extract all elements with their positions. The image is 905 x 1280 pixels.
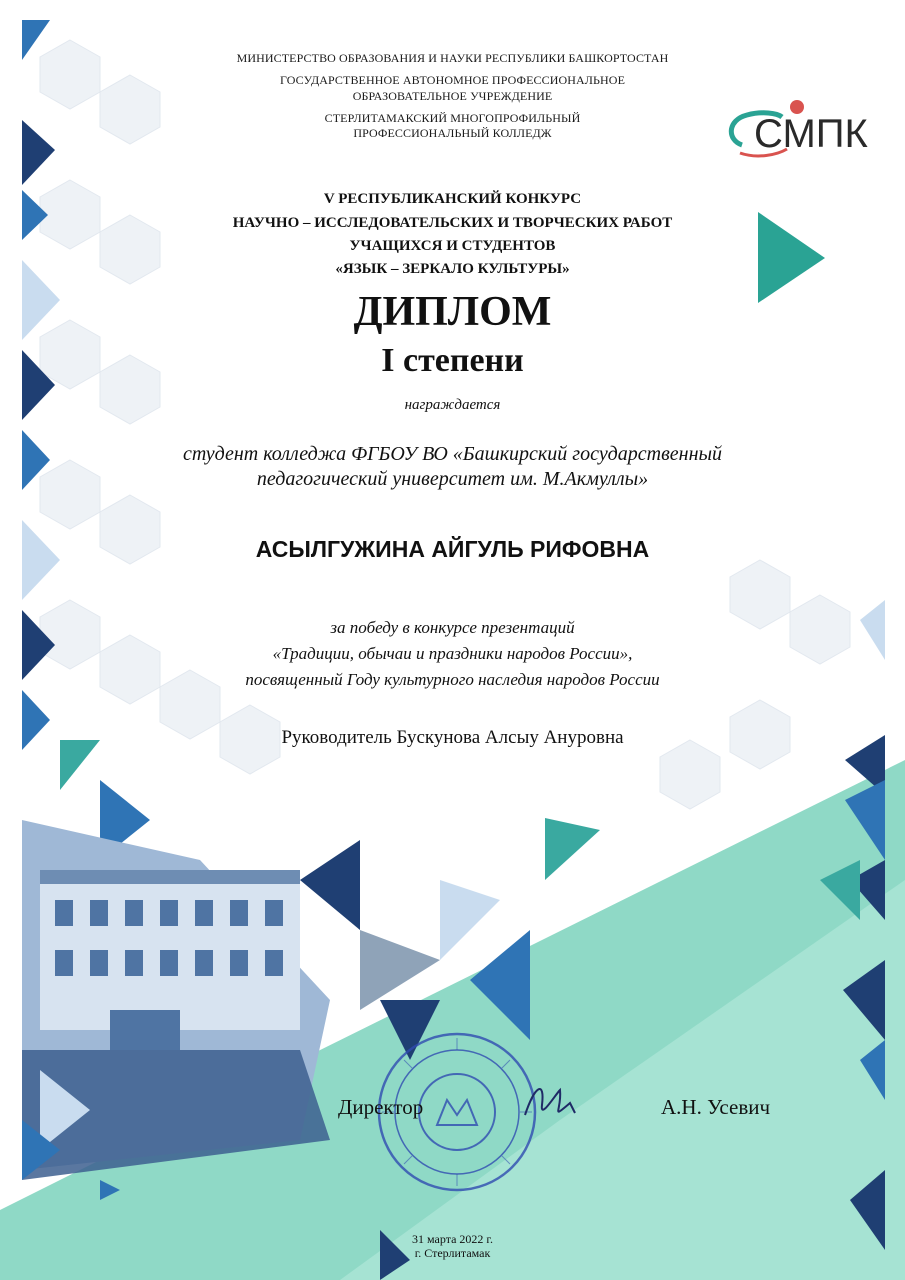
recipient-desc-1: студент колледжа ФГБОУ ВО «Башкирский государственный xyxy=(182,443,723,465)
header-line-3: ОБРАЗОВАТЕЛЬНОЕ УЧРЕЖДЕНИЕ xyxy=(352,89,553,103)
issue-date: 31 марта 2022 г. xyxy=(412,1232,493,1246)
director-label: Директор xyxy=(338,1095,424,1119)
director-name: А.Н. Усевич xyxy=(661,1095,771,1119)
header-line-2: ГОСУДАРСТВЕННОЕ АВТОНОМНОЕ ПРОФЕССИОНАЛЬНОЕ xyxy=(279,73,626,87)
logo-text: СМПК xyxy=(754,112,868,156)
awarded-label: награждается xyxy=(404,397,501,413)
header-line-1: МИНИСТЕРСТВО ОБРАЗОВАНИЯ И НАУКИ РЕСПУБЛИКИ БАШКОРТОСТАН xyxy=(236,51,669,65)
contest-line-1: V РЕСПУБЛИКАНСКИЙ КОНКУРС xyxy=(323,191,582,207)
diploma-title: ДИПЛОМ xyxy=(353,289,552,335)
handwritten-signature xyxy=(520,1075,580,1130)
header-line-4: СТЕРЛИТАМАКСКИЙ МНОГОПРОФИЛЬНЫЙ xyxy=(324,111,581,125)
header-line-5: ПРОФЕССИОНАЛЬНЫЙ КОЛЛЕДЖ xyxy=(353,126,552,140)
contest-line-4: «ЯЗЫК – ЗЕРКАЛО КУЛЬТУРЫ» xyxy=(335,261,570,277)
recipient-name: АСЫЛГУЖИНА АЙГУЛЬ РИФОВНА xyxy=(255,536,650,562)
reason-line-2: «Традиции, обычаи и праздники народов России», xyxy=(272,644,633,663)
reason-line-1: за победу в конкурсе презентаций xyxy=(330,618,575,637)
contest-line-3: УЧАЩИХСЯ И СТУДЕНТОВ xyxy=(349,238,556,254)
contest-line-2: НАУЧНО – ИССЛЕДОВАТЕЛЬСКИХ И ТВОРЧЕСКИХ РАБОТ xyxy=(232,215,673,231)
diploma-degree: I степени xyxy=(381,342,524,379)
supervisor-line: Руководитель Бускунова Алсыу Ануровна xyxy=(281,727,624,748)
recipient-desc-2: педагогический университет им. М.Акмуллы» xyxy=(256,468,649,490)
issue-city: г. Стерлитамак xyxy=(414,1246,491,1260)
reason-line-3: посвященный Году культурного наследия народов России xyxy=(245,670,660,689)
